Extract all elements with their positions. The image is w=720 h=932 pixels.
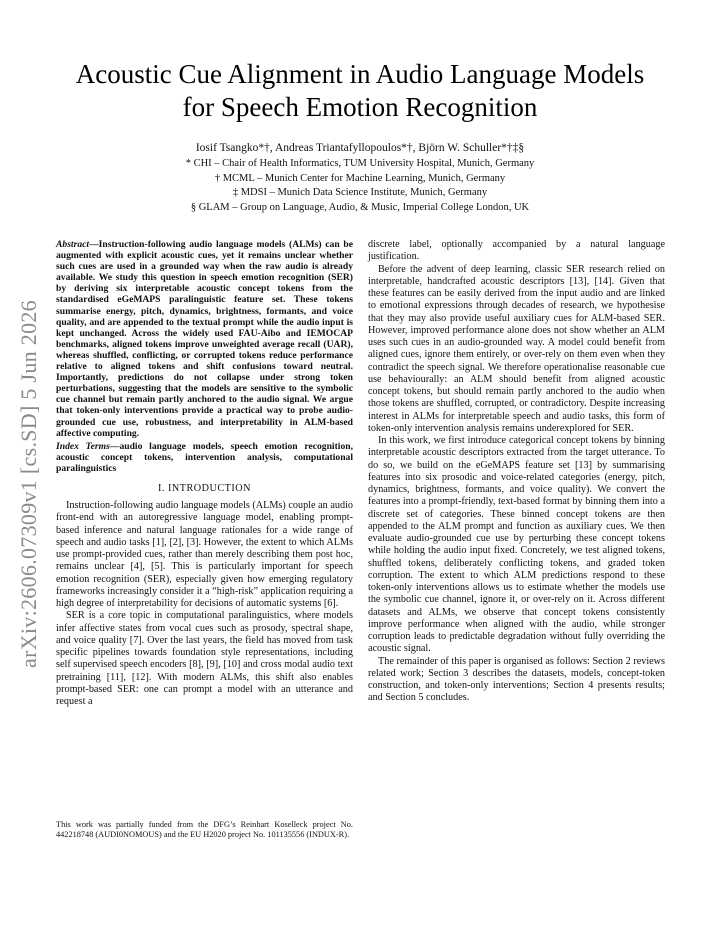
index-terms-label: Index Terms xyxy=(56,440,110,452)
intro-paragraph-6: The remainder of this paper is organised as follows: Section 2 reviews related work; Section 3 describes the datasets, models, concept-token construction, and token-only interventions; Section 4 presents results; and Section 5 concludes. xyxy=(368,655,665,704)
abstract xyxy=(56,239,353,439)
affiliation-mcml: † MCML – Munich Center for Machine Learning, Munich, Germany xyxy=(214,172,506,184)
intro-paragraph-4: Before the advent of deep learning, classic SER research relied on interpretable, handcrafted acoustic descriptors [13], [14]. Given that these features can be easily derived from the input audio and are linked to emotional expressions through decades of research, we hypothesise that they may also provide useful auxiliary cues for ALM-based SER. However, improved performance alone does not show whether an ALM uses such cues in an audio-grounded way. A model could benefit from aligned cues, ignore them entirely, or over-rely on them even when they contradict the speech signal. We therefore operationalise reasonable cue use behaviourally: an ALM should benefit from aligned acoustic concept tokens, but should remain partly anchored to the audio when those tokens are shuffled, corrupted, or contradictory. Despite increasing interest in ALMs for interpretable speech and audio tasks, this form of token-only intervention analysis remains underexplored for SER. xyxy=(368,263,665,434)
left-column xyxy=(56,239,353,708)
right-column xyxy=(368,239,665,705)
arxiv-identifier-stamp: arXiv:2606.07309v1 [cs.SD] 5 Jun 2026 xyxy=(16,300,41,668)
section-heading-introduction: I. INTRODUCTION xyxy=(158,482,251,494)
affiliation-chi: * CHI – Chair of Health Informatics, TUM University Hospital, Munich, Germany xyxy=(185,158,535,169)
index-terms xyxy=(56,441,353,474)
abstract-label: Abstract xyxy=(56,239,90,250)
title-line-2: for Speech Emotion Recognition xyxy=(182,92,538,122)
affiliation-glam: § GLAM – Group on Language, Audio, & Music, Imperial College London, UK xyxy=(190,201,530,213)
intro-paragraph-3: discrete label, optionally accompanied by a natural language justification. xyxy=(368,239,665,263)
funding-footnote: This work was partially funded from the DFG’s Reinhart Koselleck project No. 442218748 (AUDI0NOMOUS) and the EU H2020 project No. 101135556 (INDUX-R). xyxy=(56,820,353,839)
affiliations xyxy=(60,157,660,215)
intro-paragraph-5: In this work, we first introduce categorical concept tokens by binning interpretable acoustic descriptors extracted from the target utterance. To do so, we build on the eGeMAPS feature set [13] by summarising features into six prosodic and voice-related categories (energy, pitch, dynamics, brightness, formants, and voice quality). We convert the features into a prompt-friendly, text-based format by binning them into a discrete set of categories. These binned concept tokens are then appended to the ALM prompt and function as auxiliary cues. We then evaluate audio-grounded cue use by perturbing these concept tokens while holding the audio input fixed. Concretely, we test aligned tokens, shuffled tokens, deliberately conflicting tokens, and graded token corruption. The extent to which ALM predictions respond to these token-only interventions allows us to estimate whether the models use the symbolic cue channel, ignore it, or over-rely on it. Across different datasets and ALMs, we observe that concept tokens consistently improve performance when aligned with the audio, while stronger corruption leads to predictable degradation without fully overriding the acoustic signal. xyxy=(368,435,665,655)
intro-paragraph-1: Instruction-following audio language models (ALMs) couple an audio front-end with an autoregressive language model, enabling prompt-based inference and natural language rationales for a wide range of speech and audio tasks [1], [2], [3]. However, the extent to which ALMs use prompt-provided cues, rather than merely describing them post hoc, remains unclear [4], [5]. This is particularly important for speech emotion recognition (SER), especially given how emerging regulatory frameworks increasingly consider it a “high-risk” application requiring a high degree of interpretability for decisions of automatic systems [6]. xyxy=(56,500,353,610)
index-terms-text: —audio language models, speech emotion recognition, acoustic concept tokens, intervention analysis, computational paralinguistics xyxy=(56,440,353,474)
intro-paragraph-2: SER is a core topic in computational paralinguistics, where models infer affective states from vocal cues such as prosody, spectral shape, and voice quality [7]. Over the last years, the field has moved from task specific pipelines towards foundation style representations, including self supervised speech encoders [8], [9], [10] and cross modal audio text pretraining [11], [12]. With modern ALMs, this shift also enables prompt-based SER: one can prompt a model with an utterance and request a xyxy=(56,610,353,708)
affiliation-mdsi: ‡ MDSI – Munich Data Science Institute, Munich, Germany xyxy=(232,187,488,198)
author-list: Iosif Tsangko*†, Andreas Triantafyllopoulos*†, Björn W. Schuller*†‡§ xyxy=(195,142,525,154)
title-line-1: Acoustic Cue Alignment in Audio Language Models xyxy=(75,59,645,89)
paper-title xyxy=(40,58,680,124)
abstract-text: —Instruction-following audio language models (ALMs) can be augmented with explicit acoustic cues, yet it remains unclear whether such cues are used in a grounded way when the raw audio is already available. We study this question in speech emotion recognition (SER) by deriving six interpretable acoustic concept tokens from the standardised eGeMAPS paralinguistic feature set. These tokens summarise energy, pitch, dynamics, brightness, formants, and voice quality, and are appended to the textual prompt while the audio input is kept unchanged. Across the widely used FAU-Aibo and IEMOCAP benchmarks, aligned tokens improve unweighted average recall (UAR), whereas shuffled, conflicting, or corrupted tokens reduce performance relative to aligned tokens and shift confusions toward neutral. Importantly, predictions do not collapse under strong token perturbations, suggesting that the models are sensitive to the symbolic cue channel but remain partly anchored to the audio signal. We argue that token-only interventions provide a practical way to probe audio-grounded cue use, robustness, and interpretability in ALM-based affective computing. xyxy=(56,239,353,439)
